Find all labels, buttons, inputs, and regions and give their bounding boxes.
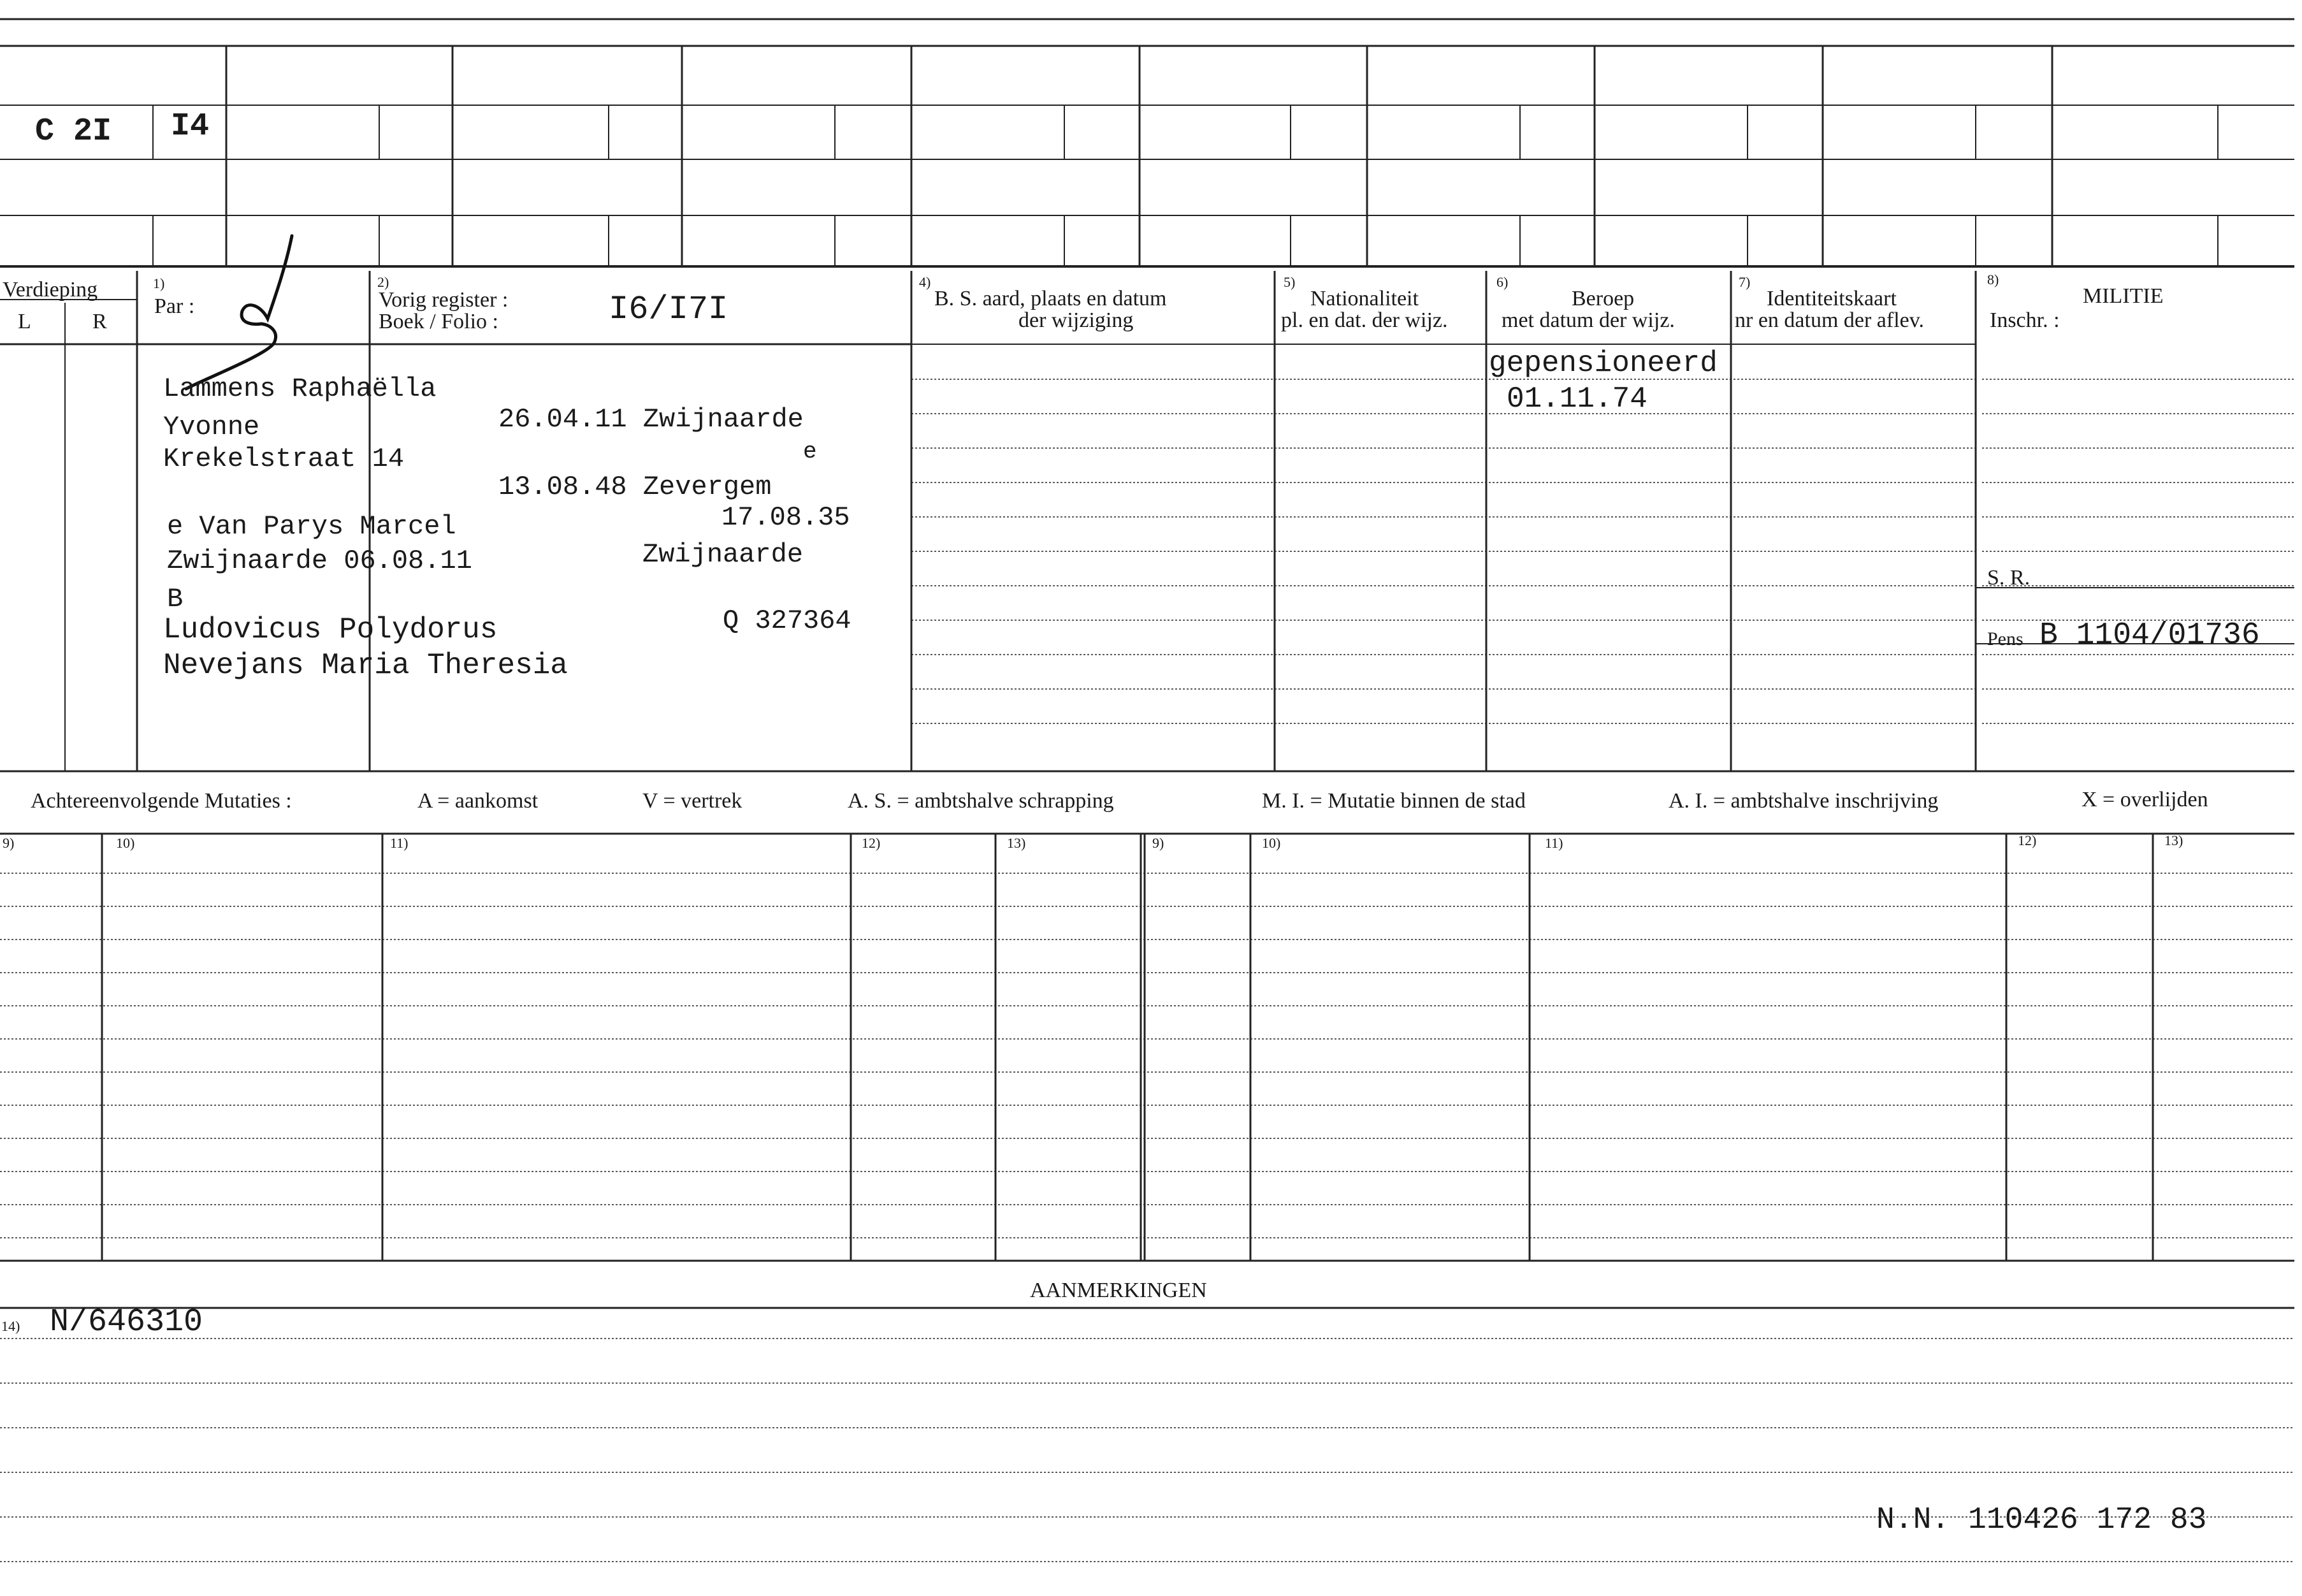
identiteitskaart-label-2: nr en datum der aflev.: [1735, 308, 1925, 332]
bs-label-2: der wijziging: [1018, 308, 1134, 332]
field-4-number: 4): [919, 274, 931, 290]
beroep-date: 01.11.74: [1507, 382, 1647, 416]
mutatie-col-number: 10): [1262, 835, 1281, 851]
code-b: I4: [171, 108, 210, 145]
spouse-name: e Van Parys Marcel: [167, 511, 456, 542]
marriage-date-place: 13.08.48 Zevergem: [498, 472, 772, 502]
mutatie-col-number: 11): [1545, 835, 1563, 851]
mutatie-col-number: 12): [862, 835, 881, 851]
field-2-number: 2): [377, 274, 389, 290]
handwritten-mark: [178, 229, 306, 395]
identiteitskaart-label-1: Identiteitskaart: [1767, 287, 1897, 310]
spouse-date: 17.08.35: [721, 502, 850, 533]
beroep-value: gepensioneerd: [1489, 347, 1718, 380]
sr-label: S. R.: [1987, 566, 2031, 590]
boek-folio-label: Boek / Folio :: [379, 310, 498, 333]
mutatie-col-number: 11): [390, 835, 409, 851]
pens-value: B 1104/01736: [2039, 618, 2260, 653]
nn-number: N.N. 110426 172 83: [1876, 1503, 2207, 1537]
boek-folio-value: I6/I7I: [609, 291, 728, 328]
person-first-name: Yvonne: [163, 412, 260, 442]
pens-label: Pens: [1987, 628, 2023, 649]
person-name: Lammens Raphaëlla: [163, 374, 437, 404]
beroep-label-2: met datum der wijz.: [1502, 308, 1675, 332]
legend-ambtshalve-schrapping: A. S. = ambtshalve schrapping: [848, 789, 1114, 813]
mutatie-col-number: 13): [1007, 835, 1026, 851]
legend-ambtshalve-inschrijving: A. I. = ambtshalve inschrijving: [1669, 789, 1939, 813]
mutatie-col-number: 10): [116, 835, 135, 851]
col-l-label: L: [18, 310, 31, 333]
legend-overlijden: X = overlijden: [2081, 788, 2208, 811]
mutatie-col-number: 13): [2164, 832, 2183, 848]
field-1-number: 1): [153, 275, 165, 291]
inschr-label: Inschr. :: [1990, 308, 2060, 332]
code-q: Q 327364: [723, 606, 851, 636]
legend-aankomst: A = aankomst: [417, 789, 539, 813]
marker-e: e: [803, 439, 817, 465]
father-name: Ludovicus Polydorus: [163, 613, 498, 646]
person-address: Krekelstraat 14: [163, 444, 405, 474]
mutatie-col-number: 9): [1152, 835, 1164, 851]
field-7-number: 7): [1739, 274, 1751, 290]
birth-date-place: 26.04.11 Zwijnaarde: [498, 404, 804, 435]
aanmerkingen-title: AANMERKINGEN: [1030, 1279, 1207, 1302]
mother-name: Nevejans Maria Theresia: [163, 649, 568, 682]
militie-label: MILITIE: [2083, 284, 2164, 308]
verdieping-label: Verdieping: [3, 278, 98, 301]
vorig-register-label: Vorig register :: [379, 288, 509, 312]
nationaliteit-label-1: Nationaliteit: [1310, 287, 1419, 310]
col-r-label: R: [92, 310, 107, 333]
field-6-number: 6): [1496, 274, 1509, 290]
nationaliteit-label-2: pl. en dat. der wijz.: [1281, 308, 1448, 332]
spouse-place: Zwijnaarde: [642, 539, 804, 570]
code-a: C 2I: [35, 113, 112, 150]
mutatie-col-number: 12): [2018, 832, 2037, 848]
aanmerkingen-value: N/646310: [50, 1304, 203, 1340]
bs-label-1: B. S. aard, plaats en datum: [934, 287, 1167, 310]
field-5-number: 5): [1284, 274, 1296, 290]
field-8-number: 8): [1987, 272, 1999, 287]
spouse-birth: Zwijnaarde 06.08.11: [167, 546, 472, 576]
mutatie-col-number: 9): [3, 835, 15, 851]
legend-vertrek: V = vertrek: [642, 789, 742, 813]
legend-mutatie-binnen: M. I. = Mutatie binnen de stad: [1262, 789, 1526, 813]
field-14-number: 14): [1, 1318, 20, 1334]
marker-b: B: [167, 584, 184, 614]
beroep-label-1: Beroep: [1572, 287, 1635, 310]
par-label: Par :: [154, 294, 195, 318]
mutaties-title: Achtereenvolgende Mutaties :: [31, 789, 292, 813]
